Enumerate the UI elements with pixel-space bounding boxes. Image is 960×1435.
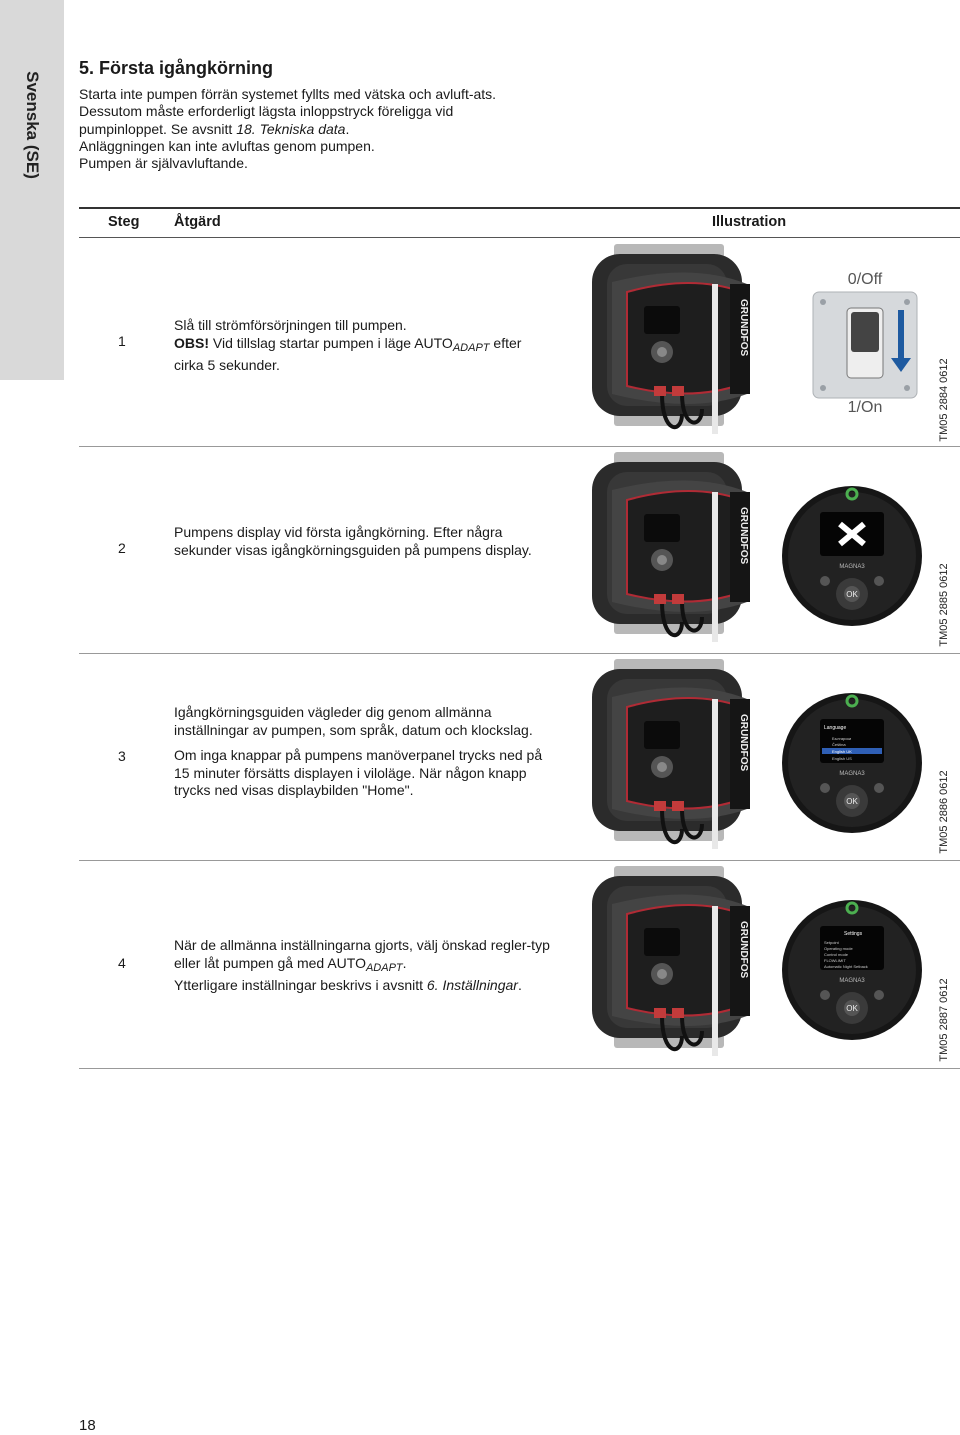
screen-title: Language (824, 725, 847, 731)
screen-item: Operating mode (824, 946, 853, 951)
screen-item: Automatic Night Setback (824, 964, 868, 969)
tm-code: TM05 2884 0612 (938, 358, 950, 442)
screen-item: Control mode (824, 952, 849, 957)
tm-code: TM05 2887 0612 (938, 978, 950, 1062)
header-action: Åtgärd (174, 214, 221, 230)
intro-paragraph-2: Anläggningen kan inte avluftas genom pumpen. (79, 137, 375, 154)
screen-item: Български (832, 736, 852, 741)
control-panel-illustration (782, 693, 922, 835)
step-number: 1 (118, 333, 126, 349)
page-number: 18 (79, 1417, 96, 1434)
brand-label: GRUNDFOS (738, 507, 749, 565)
table-header-rule (79, 237, 960, 238)
step-3-paragraph-1: Igångkörningsguiden vägleder dig genom allmänna inställningar av pumpen, som språk, datum och klockslag. (174, 704, 533, 738)
ok-button-label: OK (846, 1004, 858, 1013)
tm-code: TM05 2885 0612 (938, 563, 950, 647)
screen-item-selected: English UK (832, 749, 852, 754)
header-illustration: Illustration (712, 214, 787, 230)
row-rule (79, 653, 960, 654)
ok-button-label: OK (846, 797, 858, 806)
pump-illustration (592, 244, 762, 444)
step-number: 2 (118, 540, 126, 556)
screen-item: Setpoint (824, 940, 839, 945)
tm-code: TM05 2886 0612 (938, 770, 950, 854)
control-panel-illustration (782, 900, 922, 1042)
brand-label: GRUNDFOS (738, 299, 749, 357)
ok-button-label: OK (846, 590, 858, 599)
step-number: 4 (118, 955, 126, 971)
row-rule (79, 860, 960, 861)
step-3-text (174, 704, 554, 808)
table-top-rule (79, 207, 960, 209)
step-3-paragraph-2: Om inga knappar på pumpens manöverpanel trycks ned på 15 minuter försätts displayen i viloläge. När någon knapp trycks ned visas displaybilden "Home". (174, 747, 543, 798)
pump-illustration (592, 452, 762, 652)
panel-model-label: MAGNA3 (839, 564, 865, 570)
header-step: Steg (108, 214, 140, 230)
screen-item: Čeština (832, 742, 846, 747)
pump-illustration (592, 866, 762, 1066)
intro-paragraph-1: Starta inte pumpen förrän systemet fyllts med vätska och avluft-ats. Dessutom måste erforderligt lägsta inloppstryck föreligga vid pumpinloppet. Se avsnitt 18. Tekniska data. (79, 86, 497, 137)
intro-text (79, 86, 519, 172)
step-4-text: När de allmänna inställningarna gjorts, välj önskad regler-typ eller låt pumpen gå med $AUTO_{ADAPT}$. Ytterligare inställningar beskrivs i avsnitt 6. Inställningar. (174, 937, 550, 993)
screen-item: FLOWLIMIT (824, 958, 846, 963)
power-switch-illustration (805, 260, 925, 430)
side-tab-label: Svenska (SE) (23, 71, 42, 179)
step-1-text: Slå till strömförsörjningen till pumpen. OBS! Vid tillslag startar pumpen i läge $AUTO_{ADAPT}$ efter cirka 5 sekunder. (174, 317, 522, 373)
control-panel-illustration (782, 486, 922, 628)
switch-off-label: 0/Off (847, 271, 883, 288)
brand-label: GRUNDFOS (738, 921, 749, 979)
screen-item: English US (832, 756, 852, 761)
section-title: 5. Första igångkörning (79, 58, 274, 78)
intro-paragraph-3: Pumpen är självavluftande. (79, 155, 248, 172)
screen-title: Settings (844, 931, 863, 937)
row-rule (79, 446, 960, 447)
switch-on-label: 1/On (847, 399, 883, 416)
pump-illustration (592, 659, 762, 859)
panel-model-label: MAGNA3 (839, 978, 865, 984)
row-rule (79, 1068, 960, 1069)
step-number: 3 (118, 748, 126, 764)
panel-model-label: MAGNA3 (839, 771, 865, 777)
step-2-text: Pumpens display vid första igångkörning. Efter några sekunder visas igångkörningsguiden på pumpens display. (174, 524, 532, 558)
brand-label: GRUNDFOS (738, 714, 749, 772)
language-side-tab (0, 0, 64, 380)
